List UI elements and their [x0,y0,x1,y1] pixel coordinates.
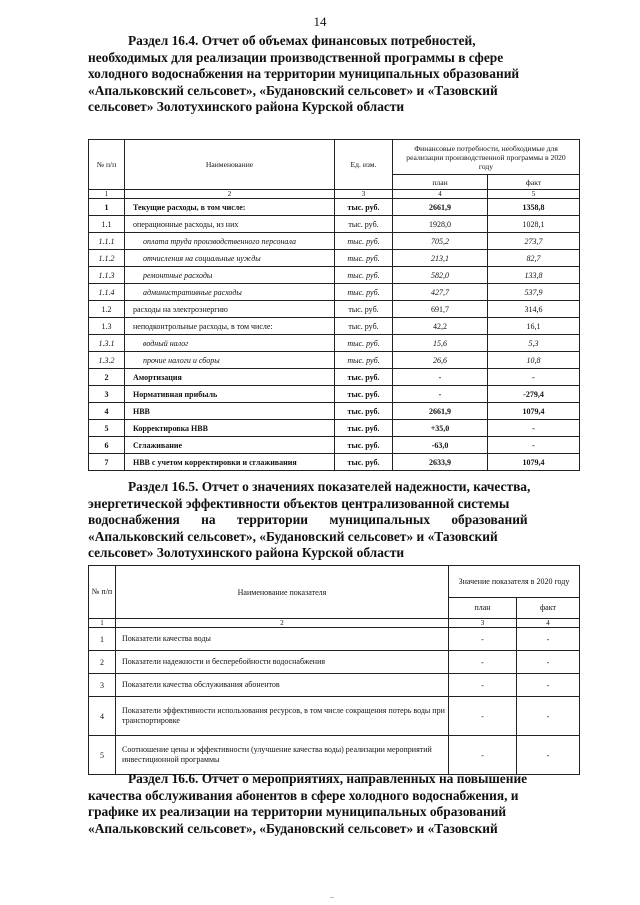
table-row [89,250,580,267]
row-name: Корректировка НВВ [125,420,335,437]
financial-needs-table [88,139,580,471]
section-16-4-heading [88,33,578,116]
row-plan: 2661,9 [393,199,488,216]
section-16-5-heading [88,479,578,562]
row-num: 1.1.3 [89,267,125,284]
row-plan: - [449,651,517,674]
index-cell: 4 [393,190,488,199]
row-name: Соотношение цены и эффективности (улучшение качества воды) реализации мероприятий инвестиционной программы [116,736,449,775]
heading-line: «Апальковский сельсовет», «Будановский сельсовет» и «Тазовский [88,820,498,836]
row-num: 7 [89,454,125,471]
row-num: 1 [89,199,125,216]
index-cell: 1 [89,190,125,199]
row-plan: 42,2 [393,318,488,335]
section-16-6-heading [88,771,578,837]
header-plan: план [393,175,488,190]
row-name: административные расходы [125,284,335,301]
row-num: 1.1.1 [89,233,125,250]
row-num: 1.1.4 [89,284,125,301]
table-row [89,199,580,216]
row-unit: тыс. руб. [335,216,393,233]
index-cell: 4 [517,619,580,628]
index-cell: 3 [449,619,517,628]
scan-mark [330,897,334,898]
row-fact: 314,6 [488,301,580,318]
table-row [89,318,580,335]
header-name: Наименование показателя [116,566,449,619]
row-name: операционные расходы, из них [125,216,335,233]
row-name: Показатели качества обслуживания абонентов [116,674,449,697]
row-plan: -63,0 [393,437,488,454]
row-plan: 705,2 [393,233,488,250]
row-fact: - [488,437,580,454]
row-name: Показатели эффективности использования ресурсов, в том числе сокращения потерь воды при транспортировке [116,697,449,736]
header-fact: факт [488,175,580,190]
row-num: 2 [89,369,125,386]
row-unit: тыс. руб. [335,267,393,284]
table-row [89,301,580,318]
heading-line: графике их реализации на территории муниципальных образований [88,804,507,820]
page-number: 14 [313,14,327,29]
row-fact: 273,7 [488,233,580,250]
table-row [89,628,580,651]
heading-line: сельсовет» Золотухинского района Курской области [88,99,405,115]
row-unit: тыс. руб. [335,284,393,301]
row-num: 1.1 [89,216,125,233]
row-unit: тыс. руб. [335,318,393,335]
row-num: 5 [89,420,125,437]
row-fact: 1028,1 [488,216,580,233]
header-plan: план [449,597,517,618]
row-num: 4 [89,697,116,736]
table-row [89,403,580,420]
index-cell: 5 [488,190,580,199]
row-unit: тыс. руб. [335,199,393,216]
index-cell: 2 [116,619,449,628]
row-fact: 10,8 [488,352,580,369]
row-fact: - [488,369,580,386]
header-num: № п/п [89,140,125,190]
row-unit: тыс. руб. [335,250,393,267]
row-name: оплата труда производственного персонала [125,233,335,250]
row-fact: - [488,420,580,437]
row-fact: 537,9 [488,284,580,301]
row-num: 1.3.2 [89,352,125,369]
row-name: отчисления на социальные нужды [125,250,335,267]
row-plan: 213,1 [393,250,488,267]
table-row [89,674,580,697]
row-fact: -279,4 [488,386,580,403]
heading-line: качества обслуживания абонентов в сфере холодного водоснабжения, и [88,787,519,803]
row-fact: 5,3 [488,335,580,352]
row-unit: тыс. руб. [335,301,393,318]
row-num: 6 [89,437,125,454]
row-plan: 582,0 [393,267,488,284]
row-name: НВВ [125,403,335,420]
header-fact: факт [517,597,580,618]
row-plan: 2661,9 [393,403,488,420]
row-num: 3 [89,674,116,697]
row-plan: - [393,369,488,386]
heading-line: энергетической эффективности объектов централизованной системы [88,495,510,511]
row-fact: 82,7 [488,250,580,267]
table-row [89,651,580,674]
row-name: водный налог [125,335,335,352]
row-fact: - [517,628,580,651]
row-num: 4 [89,403,125,420]
table-row [89,335,580,352]
table-row [89,216,580,233]
index-cell: 2 [125,190,335,199]
row-unit: тыс. руб. [335,335,393,352]
row-plan: - [393,386,488,403]
row-fact: 1079,4 [488,403,580,420]
row-name: Показатели качества воды [116,628,449,651]
row-fact: - [517,651,580,674]
row-fact: - [517,674,580,697]
heading-line: «Апальковский сельсовет», «Будановский сельсовет» и «Тазовский [88,82,498,98]
row-plan: - [449,697,517,736]
table-row [89,233,580,250]
heading-line: водоснабжения на территории муниципальных образований [88,512,528,528]
row-fact: 1358,8 [488,199,580,216]
row-name: Нормативная прибыль [125,386,335,403]
row-unit: тыс. руб. [335,369,393,386]
heading-line: Раздел 16.6. Отчет о мероприятиях, направленных на повышение [128,771,528,786]
index-cell: 1 [89,619,116,628]
row-plan: 15,6 [393,335,488,352]
table-row [89,267,580,284]
row-name: НВВ с учетом корректировки и сглаживания [125,454,335,471]
row-plan: - [449,674,517,697]
table-row [89,386,580,403]
heading-line: необходимых для реализации производственной программы в сфере [88,49,504,65]
row-num: 1.1.2 [89,250,125,267]
row-unit: тыс. руб. [335,386,393,403]
row-name: Амортизация [125,369,335,386]
row-unit: тыс. руб. [335,437,393,454]
table-row [89,369,580,386]
table-row [89,697,580,736]
row-name: ремонтные расходы [125,267,335,284]
row-fact: 1079,4 [488,454,580,471]
row-plan: 691,7 [393,301,488,318]
row-unit: тыс. руб. [335,352,393,369]
row-num: 2 [89,651,116,674]
row-fact: 16,1 [488,318,580,335]
header-needs: Финансовые потребности, необходимые для реализации производственной программы в 2020 году [393,140,580,175]
index-cell: 3 [335,190,393,199]
heading-line: «Апальковский сельсовет», «Будановский сельсовет» и «Тазовский [88,528,498,544]
header-num: № п/п [89,566,116,619]
header-unit: Ед. изм. [335,140,393,190]
row-unit: тыс. руб. [335,420,393,437]
row-plan: - [449,736,517,775]
table-row [89,736,580,775]
row-num: 5 [89,736,116,775]
row-unit: тыс. руб. [335,454,393,471]
row-name: Показатели надежности и бесперебойности водоснабжения [116,651,449,674]
indicators-table [88,565,580,775]
row-num: 1 [89,628,116,651]
table-row [89,420,580,437]
row-name: прочие налоги и сборы [125,352,335,369]
row-unit: тыс. руб. [335,233,393,250]
row-name: Сглаживание [125,437,335,454]
row-num: 1.3.1 [89,335,125,352]
header-name: Наименование [125,140,335,190]
index-row [89,190,580,199]
row-unit: тыс. руб. [335,403,393,420]
row-plan: 1928,0 [393,216,488,233]
heading-line: Раздел 16.4. Отчет об объемах финансовых потребностей, [128,33,476,48]
heading-line: Раздел 16.5. Отчет о значениях показателей надежности, качества, [128,479,531,494]
row-plan: - [449,628,517,651]
table-row [89,352,580,369]
row-fact: 133,8 [488,267,580,284]
heading-line: холодного водоснабжения на территории муниципальных образований [88,66,520,82]
row-num: 3 [89,386,125,403]
row-fact: - [517,736,580,775]
row-num: 1.3 [89,318,125,335]
table-row [89,437,580,454]
row-num: 1.2 [89,301,125,318]
row-plan: 26,6 [393,352,488,369]
row-fact: - [517,697,580,736]
index-row [89,619,580,628]
row-plan: 2633,9 [393,454,488,471]
row-name: расходы на электроэнергию [125,301,335,318]
table-row [89,454,580,471]
row-name: неподконтрольные расходы, в том числе: [125,318,335,335]
header-value: Значение показателя в 2020 году [449,566,580,598]
table-row [89,284,580,301]
row-plan: +35,0 [393,420,488,437]
row-plan: 427,7 [393,284,488,301]
row-name: Текущие расходы, в том числе: [125,199,335,216]
heading-line: сельсовет» Золотухинского района Курской области [88,545,405,561]
